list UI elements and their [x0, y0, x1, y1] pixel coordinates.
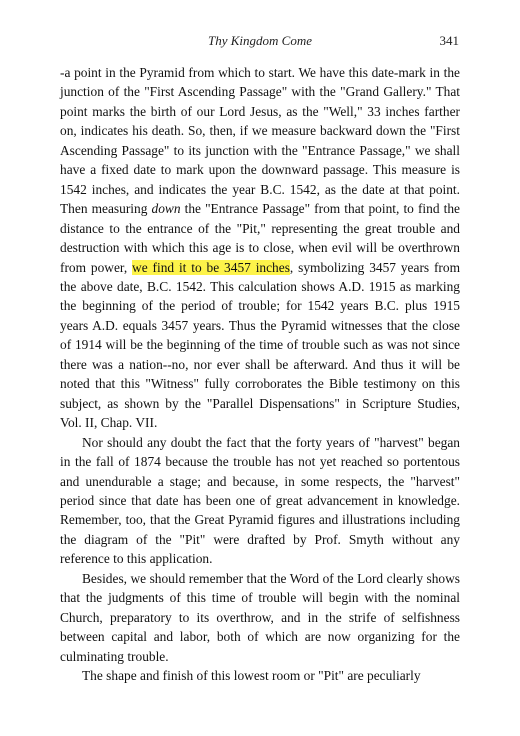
emphasis-down: down [151, 201, 181, 217]
page-body [60, 63, 460, 686]
paragraph-2: Nor should any doubt the fact that the forty years of "harvest" began in the fall of 1874 because the trouble has not yet reached so portentous and unendurable a stage; and because, in some respects, the "harvest" period since that date has been one of great advancement in knowledge. Remember, too, that the Great Pyramid figures and illustrations including the diagram of the "Pit" were drafted by Prof. Smyth without any reference to this application. [60, 434, 460, 567]
running-title: Thy Kingdom Come [208, 33, 312, 48]
highlighted-text[interactable]: we find it to be 3457 inches [132, 259, 290, 275]
paragraph-1-text-a: -a point in the Pyramid from which to start. We have this date-mark in the junction of the "First Ascending Passage" with the "Grand Gallery." That point marks the birth of our Lord Jesus, as the "Well," 33 inches farther on, indicates his death. So, then, if we measure backward down the "First Ascending Passage" to its junction with the "Entrance Passage," we shall have a fixed date to mark upon the downward passage. This measure is 1542 inches, and indicates the year B.C. 1542, as the date at that point. Then measuring [60, 65, 460, 217]
paragraph-4: The shape and finish of this lowest room or "Pit" are peculiarly [82, 668, 421, 684]
paragraph-1-text-c: , symbolizing 3457 years from the above date, B.C. 1542. This calculation shows A.D. 1915 as marking the beginning of the period of trouble; for 1542 years B.C. plus 1915 years A.D. equals 3457 years. Thus the Pyramid witnesses that the close of 1914 will be the beginning of the time of trouble such as was not since there was a nation--no, nor ever shall be afterward. And thus it will be noted that this "Witness" fully corroborates the Bible testimony on this subject, as shown by the "Parallel Dispensations" in Scripture Studies, Vol. II, Chap. VII. [60, 259, 461, 431]
paragraph-1 [60, 63, 460, 433]
paragraph-1-text-b: the "Entrance Passage" from that point, to find the distance to the entrance of the "Pit," representing the great trouble and destruction with which this age is to close, when evil will be overthrown from power, [60, 201, 460, 275]
paragraph-3: Besides, we should remember that the Word of the Lord clearly shows that the judgments of this time of trouble will begin with the nominal Church, preparatory to its overthrow, and in the strife of selfishness between capital and labor, both of which are now organizing for the culminating trouble. [60, 570, 460, 664]
page-number: 341 [439, 33, 459, 48]
